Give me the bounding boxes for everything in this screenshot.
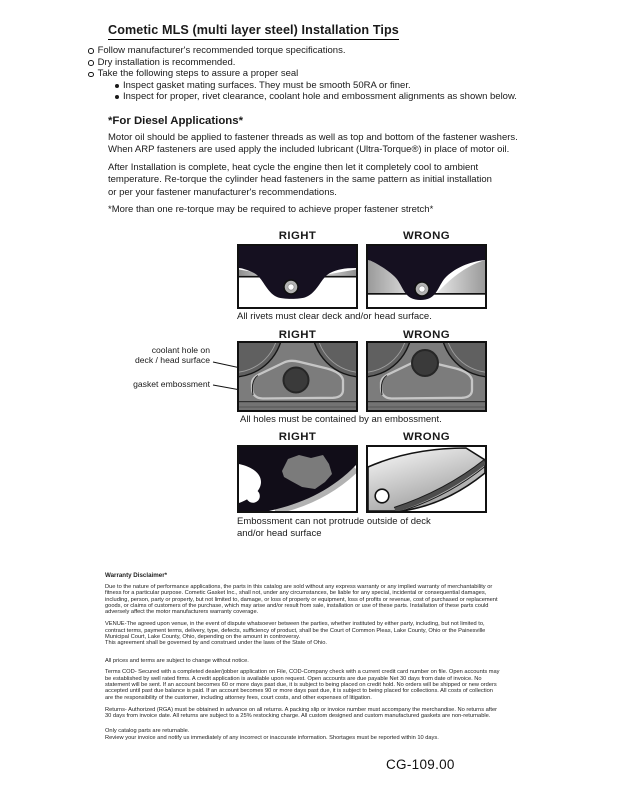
diagram-embossment-wrong (366, 341, 487, 412)
list-item-text: Take the following steps to assure a proper seal (97, 68, 299, 80)
diagram-protrusion-right (237, 445, 358, 513)
list-item-text: Follow manufacturer's recommended torque specifications. (97, 45, 346, 56)
wrong-label: WRONG (403, 230, 450, 242)
diagram-rivet-right (237, 244, 358, 309)
open-bullet-icon (88, 48, 94, 54)
diesel-section-heading: *For Diesel Applications* (108, 115, 244, 127)
diagram-protrusion-wrong (366, 445, 487, 513)
warranty-disclaimer-heading: Warranty Disclaimer* (105, 572, 168, 579)
embossment-protruding-wrong-icon (368, 447, 485, 511)
diagram-embossment-right (237, 341, 358, 412)
page-number: CG-109.00 (386, 757, 455, 772)
open-bullet-icon (88, 72, 94, 78)
diagram-row1-caption: All rivets must clear deck and/or head surface. (237, 311, 432, 322)
list-item (88, 68, 558, 80)
diagram-row3-caption: Embossment can not protrude outside of deck and/or head surface (237, 516, 431, 539)
list-item (88, 45, 558, 57)
list-item (115, 91, 558, 103)
diagram-rivet-wrong (366, 244, 487, 309)
catalog-returns-paragraph: Only catalog parts are returnable. Review your invoice and notify us immediately of any incorrect or inaccurate information. Shortages must be reported within 10 days. (105, 728, 439, 741)
filled-bullet-icon (115, 84, 119, 88)
page-title: Cometic MLS (multi layer steel) Installation Tips (108, 23, 399, 40)
wrong-label: WRONG (403, 329, 450, 341)
warranty-paragraph: Due to the nature of performance applications, the parts in this catalog are sold without any express warranty or any implied warranty of merchantability or fitness for a particular purpose. Cometic Gasket Inc., shall not, under any circumstances, be liable for any special, incidental or consequential damages, including, person, party or property, but not limited to, damage, or loss of property or equipment, loss of profits or revenue, cost of purchased or replacement goods, or claims of customers of the purchase, which may arise and/or result from sale, installation or use of these parts. Installation of these parts could adversely affect the motor manufacturers warranty coverage. (105, 584, 498, 616)
returns-paragraph: Returns- Authorized (RGA) must be obtained in advance on all returns. A packing slip or invoice number must accompany the merchandise. No returns after 30 days from invoice date. All returns are subject to a 25% restocking charge. All custom designed and custom manufactured gaskets are non-returnable. (105, 706, 497, 719)
terms-cod-paragraph: Terms COD- Secured with a completed dealer/jobber application on File, COD-Company check with a current credit card number on file. Open accounts may be established by well rated firms. A credit application is available upon request. Open accounts are due payable Net 30 days from date of invoice. No statement will be sent. If an account becomes 60 or more days past due, it is subject to being placed on credit hold. No orders will be shipped or new orders accepted until past due balance is paid. If an account becomes 90 or more days past due, it is subject to being placed for collections. All costs of collection are the responsibility of the customer, including attorney fees, court costs, and other expenses of litigation. (105, 669, 500, 701)
embossment-inside-deck-right-icon (239, 447, 356, 511)
right-label: RIGHT (278, 431, 317, 443)
open-bullet-icon (88, 60, 94, 66)
right-label: RIGHT (278, 329, 317, 341)
list-item-text: Inspect gasket mating surfaces. They must be smooth 50RA or finer. (123, 79, 411, 91)
retorque-note: *More than one re-torque may be required to achieve proper fastener stretch* (108, 204, 434, 215)
warranty-disclaimer-section (105, 572, 535, 747)
list-item (88, 57, 558, 69)
hole-inside-embossment-right-icon (239, 343, 356, 410)
diagram-row2-caption: All holes must be contained by an embossment. (240, 414, 442, 425)
diesel-paragraph-2: After Installation is complete, heat cycle the engine then let it completely cool to ambient temperature. Re-torque the cylinder head fasteners in the same pattern as initial installation or per your fastener manufacturer's recommendations. (108, 162, 492, 198)
venue-paragraph: VENUE-The agreed upon venue, in the event of dispute whatsoever between the parties, whether instituted by either party, including, but not limited to, contract terms, payment terms, delivery, type, defects, sufficiency of product, shall be the Court of Common Pleas, Lake County, Ohio or the Painesville Municipal Court, Lake County, Ohio, depending on the amount in controversy. This agreement shall be governed by and construed under the laws of the State of Ohio. (105, 621, 486, 647)
rivet-clear-right-icon (239, 246, 356, 307)
gasket-embossment-annotation: gasket embossment (133, 379, 210, 389)
wrong-label: WRONG (403, 431, 450, 443)
coolant-hole-annotation: coolant hole on deck / head surface (134, 345, 210, 365)
hole-outside-embossment-wrong-icon (368, 343, 485, 410)
rivet-touching-wrong-icon (368, 246, 485, 307)
list-item-text: Dry installation is recommended. (97, 56, 236, 68)
prices-paragraph: All prices and terms are subject to change without notice. (105, 657, 249, 664)
list-item (115, 80, 558, 92)
right-label: RIGHT (278, 230, 317, 242)
filled-bullet-icon (115, 95, 119, 99)
list-item-text: Inspect for proper, rivet clearance, coolant hole and embossment alignments as shown below. (123, 91, 517, 103)
installation-tips-list (88, 45, 558, 103)
diesel-paragraph-1: Motor oil should be applied to fastener threads as well as top and bottom of the fastener washers. When ARP fasteners are used apply the included lubricant (Ultra-Torque®) in place of motor oil. (108, 132, 518, 156)
